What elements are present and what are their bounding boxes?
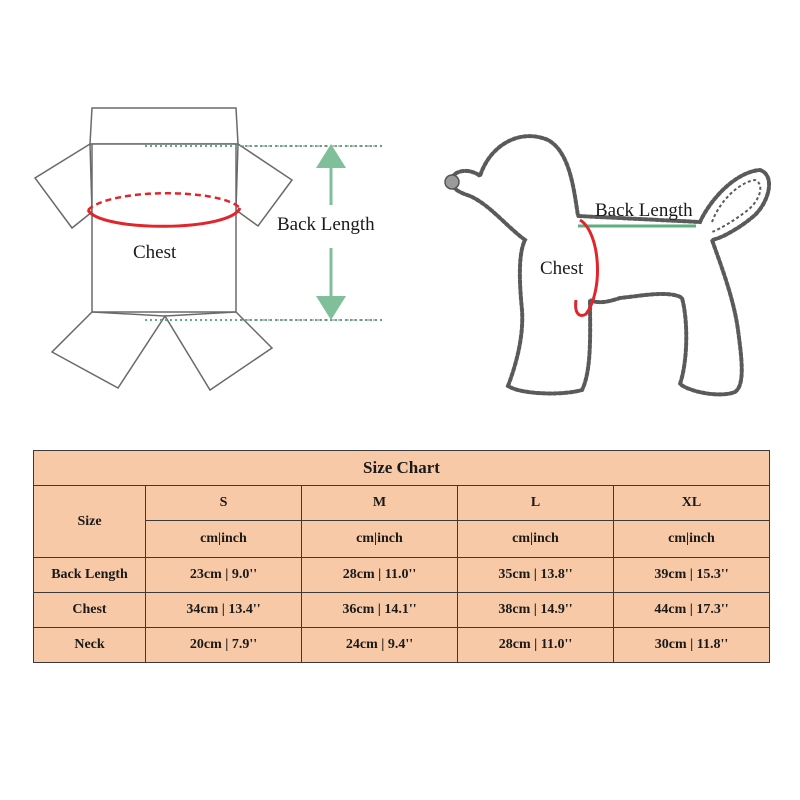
table-cell: 36cm | 14.1'' — [302, 593, 458, 628]
table-cell: 23cm | 9.0'' — [146, 558, 302, 593]
table-cell: 30cm | 11.8'' — [614, 628, 770, 663]
shirt-collar — [90, 108, 238, 144]
size-header-row — [34, 486, 770, 521]
unit-cell: cm|inch — [614, 521, 770, 558]
shirt-chest-label: Chest — [133, 242, 177, 263]
table-row — [34, 558, 770, 593]
unit-cell: cm|inch — [302, 521, 458, 558]
dog-nose-icon — [445, 175, 459, 189]
unit-cell: cm|inch — [146, 521, 302, 558]
size-l-cell: L — [458, 486, 614, 521]
shirt-right-leg — [165, 312, 272, 390]
dog-outline — [452, 136, 769, 394]
size-chart-table — [33, 450, 770, 663]
table-cell: 44cm | 17.3'' — [614, 593, 770, 628]
size-xl-cell: XL — [614, 486, 770, 521]
size-m-cell: M — [302, 486, 458, 521]
table-row — [34, 628, 770, 663]
row-label-neck: Neck — [34, 628, 146, 663]
size-s-cell: S — [146, 486, 302, 521]
table-row — [34, 593, 770, 628]
shirt-back-length-label: Back Length — [277, 214, 375, 235]
size-header-cell: Size — [34, 486, 146, 558]
dog-tail-loop — [712, 180, 760, 232]
size-chart-title: Size Chart — [34, 451, 770, 486]
title-row — [34, 451, 770, 486]
table-cell: 24cm | 9.4'' — [302, 628, 458, 663]
unit-cell: cm|inch — [458, 521, 614, 558]
table-cell: 28cm | 11.0'' — [458, 628, 614, 663]
dog-chest-label: Chest — [540, 258, 584, 279]
table-cell: 34cm | 13.4'' — [146, 593, 302, 628]
table-cell: 39cm | 15.3'' — [614, 558, 770, 593]
table-cell: 28cm | 11.0'' — [302, 558, 458, 593]
dog-back-length-label: Back Length — [595, 200, 693, 221]
row-label-chest: Chest — [34, 593, 146, 628]
shirt-body — [92, 144, 236, 312]
shirt-left-leg — [52, 312, 165, 388]
table-cell: 20cm | 7.9'' — [146, 628, 302, 663]
table-cell: 38cm | 14.9'' — [458, 593, 614, 628]
table-cell: 35cm | 13.8'' — [458, 558, 614, 593]
row-label-back-length: Back Length — [34, 558, 146, 593]
shirt-left-sleeve — [35, 144, 92, 228]
